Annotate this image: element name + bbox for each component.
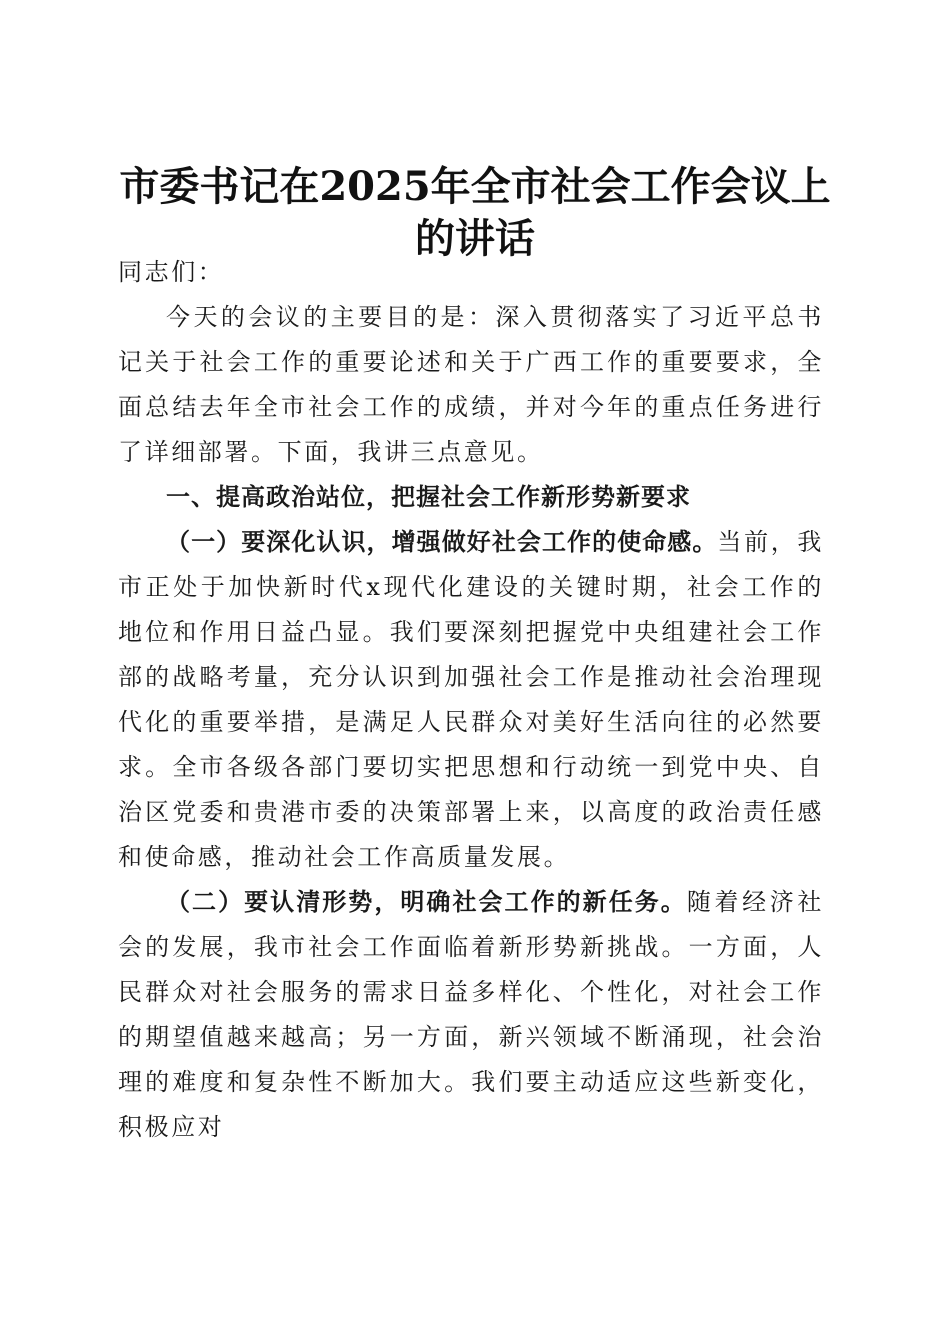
subsection-paragraph-1 (118, 520, 824, 880)
subsection-text-2: 随着经济社会的发展，我市社会工作面临着新形势新挑战。一方面，人民群众对社会服务的需求日益多样化、个性化，对社会工作的期望值越来越高；另一方面，新兴领域不断涌现，社会治理的难度和复杂性不断加大。我们要主动适应这些新变化，积极应对 (118, 888, 825, 1141)
salutation: 同志们： (118, 258, 225, 286)
document-body (118, 250, 824, 1150)
subsection-lead-1: （一）要深化认识，增强做好社会工作的使命感。 (166, 528, 718, 556)
subsection-lead-2: （二）要认清形势，明确社会工作的新任务。 (166, 888, 687, 916)
section-heading-1: 一、提高政治站位，把握社会工作新形势新要求 (166, 483, 691, 511)
document-title: 市委书记在2025年全市社会工作会议上的讲话 (119, 162, 831, 262)
subsection-paragraph-2 (118, 880, 824, 1150)
intro-paragraph: 今天的会议的主要目的是：深入贯彻落实了习近平总书记关于社会工作的重要论述和关于广西工作的重要要求，全面总结去年全市社会工作的成绩，并对今年的重点任务进行了详细部署。下面，我讲三点意见。 (118, 303, 824, 466)
subsection-text-1: 当前，我市正处于加快新时代x现代化建设的关键时期，社会工作的地位和作用日益凸显。我们要深刻把握党中央组建社会工作部的战略考量，充分认识到加强社会工作是推动社会治理现代化的重要举措，是满足人民群众对美好生活向往的必然要求。全市各级各部门要切实把思想和行动统一到党中央、自治区党委和贵港市委的决策部署上来，以高度的政治责任感和使命感，推动社会工作高质量发展。 (118, 528, 824, 871)
